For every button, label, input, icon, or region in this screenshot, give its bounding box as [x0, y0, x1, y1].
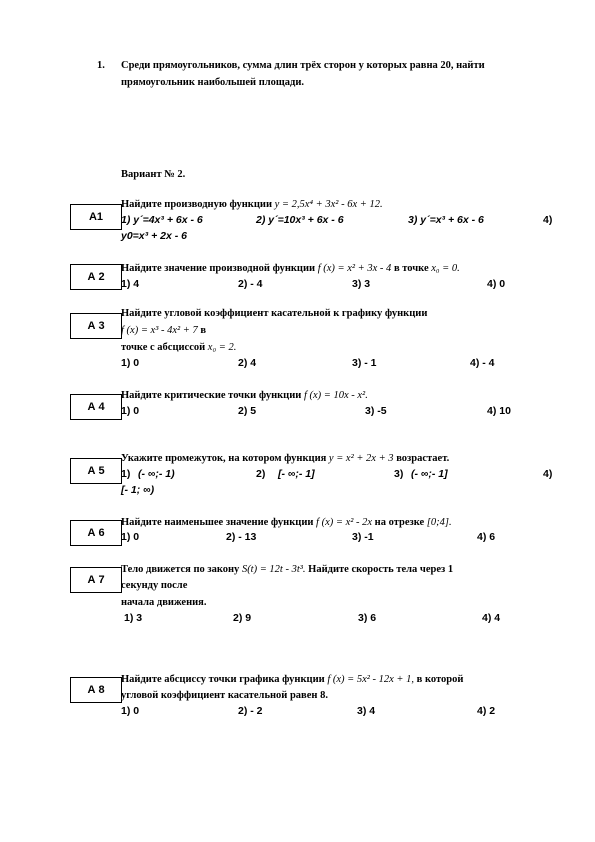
a8-text-line2: угловой коэффициент касательной равен 8. — [121, 690, 328, 701]
a3-line3 — [121, 341, 236, 354]
a7-option-4: 4) 4 — [482, 612, 501, 624]
a5-text-tail: возрастает. — [396, 453, 450, 464]
a5-question — [121, 452, 449, 465]
variant-heading: Вариант № 2. — [121, 169, 186, 180]
a6-option-3: 3) -1 — [352, 531, 374, 543]
a2-question — [121, 262, 460, 275]
a1-question — [121, 198, 383, 211]
a6-text: Найдите наименьшее значение функции — [121, 517, 314, 528]
a5-option-1: (- ∞;- 1) — [138, 468, 175, 480]
question-label-a6: А 6 — [70, 520, 122, 546]
a3-text-line1: Найдите угловой коэффициент касательной к графику функции — [121, 308, 428, 319]
a3-option-1: 1) 0 — [121, 357, 140, 369]
a6-option-2: 2) - 13 — [226, 531, 257, 543]
a2-text: Найдите значение производной функции — [121, 263, 316, 274]
a4-question — [121, 389, 368, 402]
a3-text-line3: точке с абсциссой — [121, 342, 206, 353]
a2-option-4: 4) 0 — [487, 278, 506, 290]
a5-formula: y = x² + 2x + 3 — [328, 453, 394, 464]
a5-text: Укажите промежуток, на котором функция — [121, 453, 327, 464]
a1-text: Найдите производную функции — [121, 199, 272, 210]
a3-text-tail: в — [200, 325, 207, 336]
a1-formula: y = 2,5x⁴ + 3x² - 6x + 12. — [274, 199, 383, 210]
question-label-a4: А 4 — [70, 394, 122, 420]
a5-option-4-label: 4) — [543, 468, 553, 480]
a7-option-2: 2) 9 — [233, 612, 252, 624]
a4-option-2: 2) 5 — [238, 405, 257, 417]
a4-formula: f (x) = 10x - x². — [303, 390, 368, 401]
a2-option-1: 1) 4 — [121, 278, 140, 290]
a8-text: Найдите абсциссу точки графика функции — [121, 674, 325, 685]
a6-text-tail: на отрезке — [374, 517, 425, 528]
a3-line2 — [121, 324, 206, 337]
question-label-a5: А 5 — [70, 458, 122, 484]
a4-text: Найдите критические точки функции — [121, 390, 302, 401]
a7-text-line2: секунду после — [121, 580, 188, 591]
a3-formula: f (x) = x³ - 4x² + 7 — [121, 325, 198, 336]
a4-option-4: 4) 10 — [487, 405, 511, 417]
a5-option-2-label: 2) — [256, 468, 266, 480]
a1-option-1: 1) y´=4x³ + 6x - 6 — [121, 214, 203, 226]
a8-option-4: 4) 2 — [477, 705, 496, 717]
a1-option-2: 2) y´=10x³ + 6x - 6 — [256, 214, 344, 226]
question-label-a7: А 7 — [70, 567, 122, 593]
a8-question — [121, 673, 463, 686]
a1-option-4: y0=x³ + 2x - 6 — [121, 230, 187, 242]
task-text-line1: Среди прямоугольников, сумма длин трёх сторон у которых равна 20, найти — [121, 60, 485, 71]
a2-formula: f (x) = x² + 3x - 4 — [317, 263, 392, 274]
a7-option-3: 3) 6 — [358, 612, 377, 624]
a2-text-tail: в точке — [393, 263, 429, 274]
a1-option-3: 3) y´=x³ + 6x - 6 — [408, 214, 484, 226]
a3-option-3: 3) - 1 — [352, 357, 377, 369]
a8-formula: f (x) = 5x² - 12x + 1, — [327, 674, 415, 685]
a6-interval: [0;4]. — [426, 517, 452, 528]
a7-option-1: 1) 3 — [124, 612, 143, 624]
a4-option-3: 3) -5 — [365, 405, 387, 417]
a4-option-1: 1) 0 — [121, 405, 140, 417]
a7-question — [121, 563, 453, 576]
a6-question — [121, 516, 452, 529]
a8-option-3: 3) 4 — [357, 705, 376, 717]
a7-text-a: Тело движется по закону — [121, 564, 240, 575]
a5-option-3-label: 3) — [394, 468, 404, 480]
a3-formula-point: x₀ = 2. — [207, 342, 237, 353]
a5-option-3: (- ∞;- 1] — [411, 468, 448, 480]
question-label-a2: А 2 — [70, 264, 122, 290]
a8-text-tail: в которой — [416, 674, 464, 685]
a5-option-1-label: 1) — [121, 468, 131, 480]
task-number: 1. — [97, 60, 105, 71]
question-label-a3: А 3 — [70, 313, 122, 339]
a6-option-1: 1) 0 — [121, 531, 140, 543]
a8-option-2: 2) - 2 — [238, 705, 263, 717]
a6-formula: f (x) = x² - 2x — [316, 517, 373, 528]
a6-option-4: 4) 6 — [477, 531, 496, 543]
question-label-a8: А 8 — [70, 677, 122, 703]
task-text-line2: прямоугольник наибольшей площади. — [121, 77, 305, 88]
question-label-a1: А1 — [70, 204, 122, 230]
a3-option-2: 2) 4 — [238, 357, 257, 369]
a5-option-2: [- ∞;- 1] — [278, 468, 315, 480]
a7-formula: S(t) = 12t - 3t³. — [241, 564, 306, 575]
a8-option-1: 1) 0 — [121, 705, 140, 717]
a7-text-b: Найдите скорость тела через 1 — [308, 564, 454, 575]
a2-formula-point: x₀ = 0. — [431, 263, 460, 274]
a5-option-4: [- 1; ∞) — [121, 484, 155, 496]
a2-option-3: 3) 3 — [352, 278, 371, 290]
a3-option-4: 4) - 4 — [470, 357, 495, 369]
a1-option-4-label: 4) — [543, 214, 553, 226]
a2-option-2: 2) - 4 — [238, 278, 263, 290]
a7-text-line3: начала движения. — [121, 597, 207, 608]
